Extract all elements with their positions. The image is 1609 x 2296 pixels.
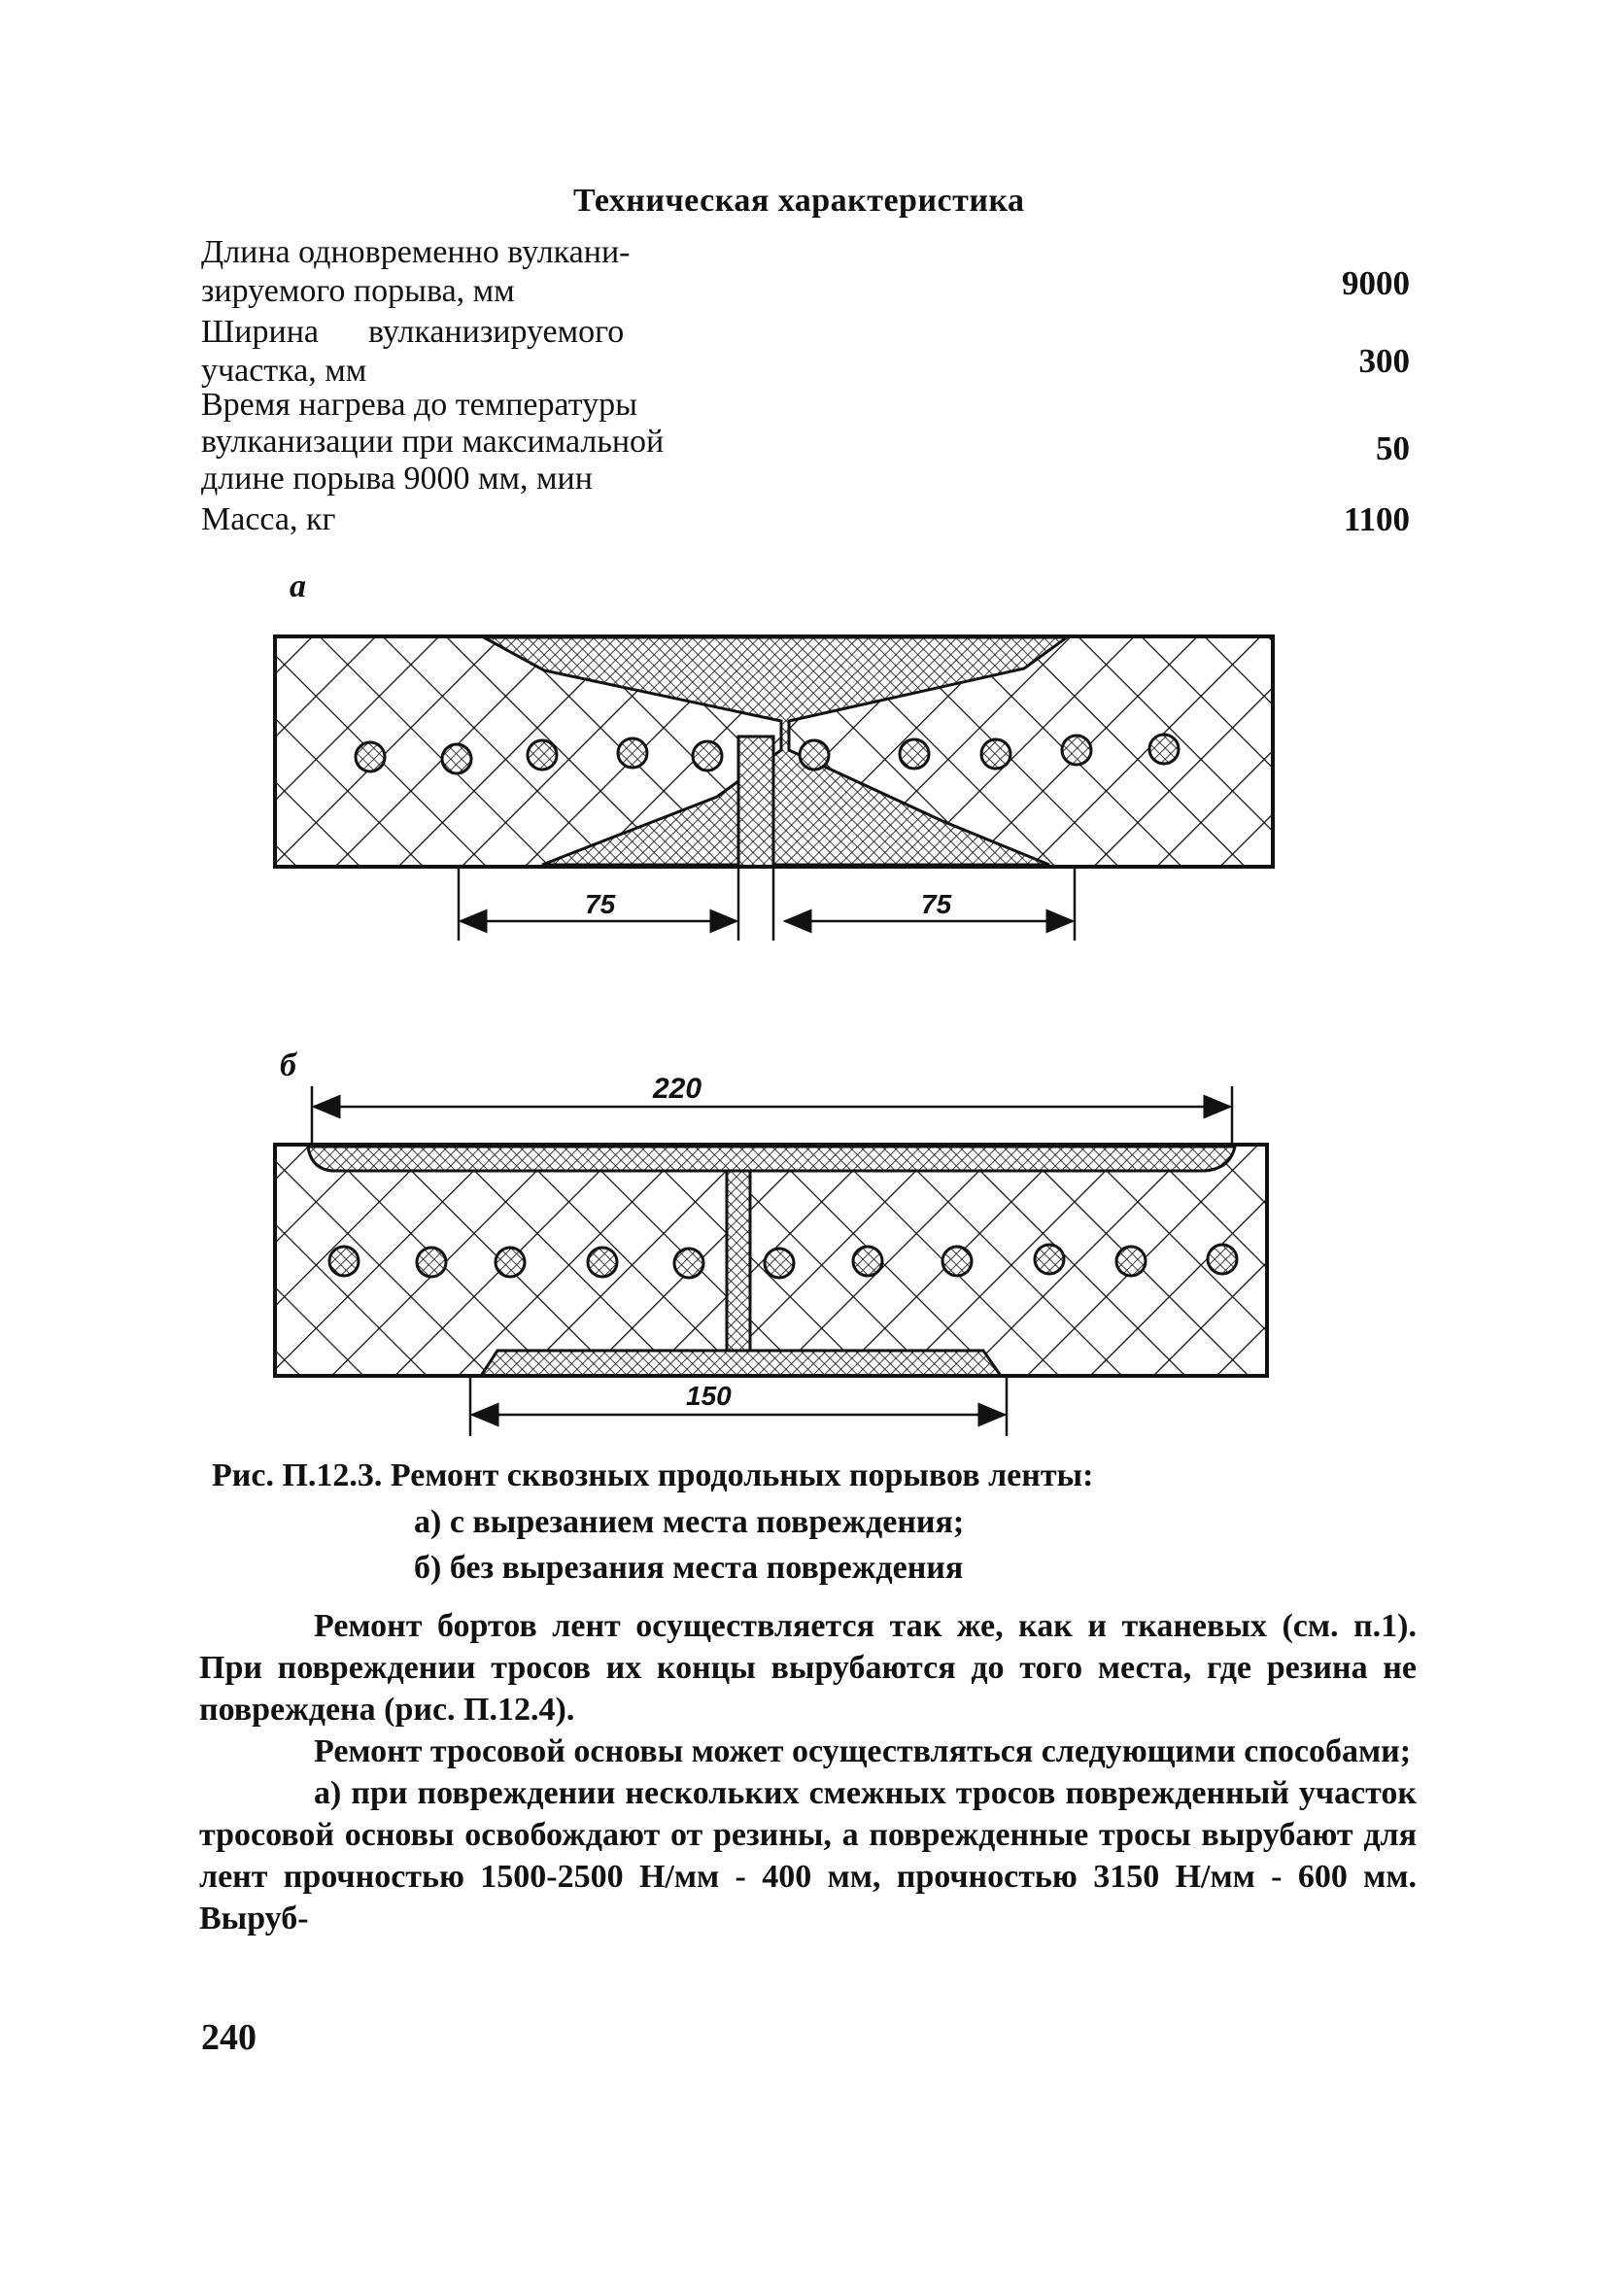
figure-b-drawing: [275, 1073, 1267, 1436]
spec-label-line: Масса, кг: [201, 501, 336, 537]
spec-row-2-value: 300: [1358, 342, 1410, 380]
dim-label-a-right: 75: [921, 889, 952, 919]
spec-label-line: зируемого порыва, мм: [201, 273, 515, 309]
body-text: [199, 1605, 1417, 1939]
spec-label-line: Время нагрева до температуры: [201, 387, 637, 423]
spec-label-line: участка, мм: [201, 353, 367, 389]
joint-strip-b: [727, 1171, 750, 1351]
spec-row-3-value: 50: [1376, 429, 1410, 467]
spec-row-1-value: 9000: [1342, 264, 1410, 302]
spec-row-4-value: 1100: [1343, 500, 1410, 538]
figure-a-letter: а: [290, 568, 306, 604]
figure-caption-item-b: б) без вырезания места повреждения: [414, 1550, 964, 1586]
spec-title: Техническая характеристика: [573, 183, 1025, 219]
bottom-patch-b: [481, 1351, 1001, 1376]
figure-caption-item-a: а) с вырезанием места повреждения;: [414, 1504, 965, 1540]
dim-label-b-bottom: 150: [686, 1381, 732, 1411]
dimensions-a: [459, 867, 1075, 941]
spec-label-line: Ширина вулканизируемого: [201, 314, 625, 350]
dim-label-b-top: 220: [653, 1073, 702, 1105]
figure-a-drawing: [275, 636, 1273, 941]
paragraph: Ремонт бортов лент осуществляется так же, как и тканевых (см. п.1). При повреждении тросов их концы вырубаются до того места, где резина не повреждена (рис. П.12.4).: [199, 1608, 1417, 1728]
spec-label-line: длине порыва 9000 мм, мин: [201, 461, 593, 497]
top-patch-b: [308, 1147, 1235, 1171]
dim-label-a-left: 75: [585, 889, 616, 919]
figure-b-letter: б: [280, 1047, 296, 1083]
paragraph: Ремонт тросовой основы может осуществляться следующими способами;: [314, 1733, 1412, 1769]
page-number: 240: [201, 2017, 257, 2058]
paragraph: а) при повреждении нескольких смежных тросов поврежденный участок тросовой основы освобождают от резины, а поврежденные тросы вырубают для лент прочностью 1500-2500 Н/мм - 400 мм, прочностью 3150 Н/мм - 600 мм. Выруб-: [199, 1775, 1417, 1936]
spec-label-line: вулканизации при максимальной: [201, 424, 665, 460]
spec-label-line: Длина одновременно вулкани-: [201, 234, 631, 270]
center-strip-a: [738, 737, 773, 867]
dimension-b-top: [312, 1086, 1232, 1151]
figure-caption: Рис. П.12.3. Ремонт сквозных продольных порывов ленты:: [212, 1457, 1094, 1493]
dimension-b-bottom: [470, 1376, 1007, 1436]
